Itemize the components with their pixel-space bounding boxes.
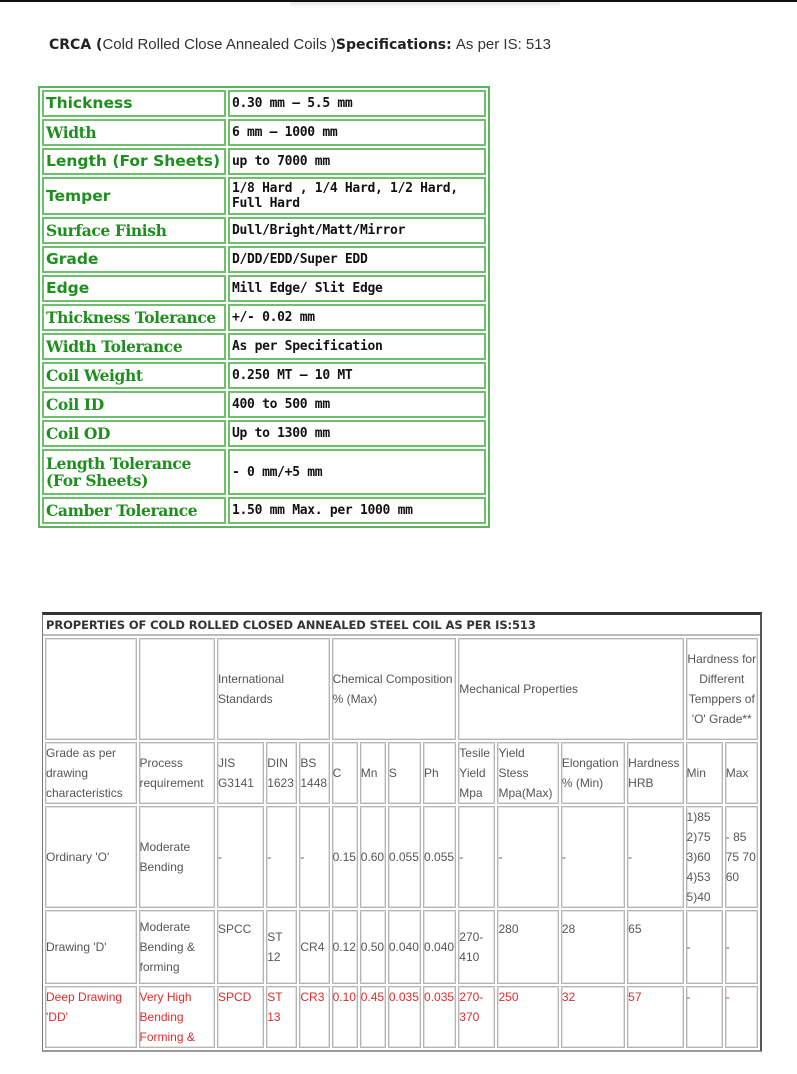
spec-row [42,333,486,360]
mn-cell: 0.50 [360,910,386,984]
s-header: S [388,742,421,804]
international-standards-header: International Standards [217,638,330,740]
yield-header: Yield Stess Mpa(Max) [497,742,558,804]
bs-cell: - [299,806,329,908]
spec-value: up to 7000 mm [228,148,486,175]
max-cell [725,806,758,908]
spec-value: 6 mm – 1000 mm [228,119,486,146]
heading-prefix: CRCA ( [49,37,103,53]
top-shadow [290,2,560,8]
process-cell: Moderate Bending & forming [139,910,215,984]
spec-row [42,391,486,418]
max-cell: - [725,910,758,984]
spec-label: Length (For Sheets) [42,148,226,175]
spec-value: 0.30 mm – 5.5 mm [228,90,486,117]
spec-value: 400 to 500 mm [228,391,486,418]
table-row-highlighted [45,986,758,1048]
min-header: Min [686,742,723,804]
jis-cell: - [217,806,264,908]
spec-row [42,119,486,146]
ph-header: Ph [423,742,456,804]
properties-caption: PROPERTIES OF COLD ROLLED CLOSED ANNEALED STEEL COIL AS PER IS:513 [43,615,760,636]
din-cell: ST 13 [266,986,297,1048]
min-value: 3)60 [686,850,711,864]
table-row [45,910,758,984]
jis-cell: SPCC [217,910,264,984]
min-cell: - [686,910,723,984]
page-heading [49,36,551,53]
bs-header: BS 1448 [299,742,329,804]
spec-row [42,217,486,244]
elongation-header: Elongation % (Min) [561,742,625,804]
spec-row [42,449,486,495]
max-cell: - [725,986,758,1048]
min-value: 4)53 [686,870,711,884]
elongation-cell: - [561,806,625,908]
ph-cell: 0.035 [423,986,456,1048]
elongation-cell: 28 [561,910,625,984]
din-cell: - [266,806,297,908]
grade-cell: Ordinary 'O' [45,806,137,908]
max-value: - 85 [725,830,747,844]
spec-label: Edge [42,275,226,302]
spec-label: Camber Tolerance [42,497,226,524]
tensile-cell: - [458,806,495,908]
spec-row [42,148,486,175]
table-row [45,806,758,908]
spec-label: Width [42,119,226,146]
tensile-header: Tesile Yield Mpa [458,742,495,804]
bs-cell: CR4 [299,910,329,984]
properties-grid [43,636,760,1050]
min-value: 5)40 [686,890,711,904]
empty-header-cell [45,638,137,740]
min-value: 2)75 [686,830,711,844]
mn-cell: 0.45 [360,986,386,1048]
yield-cell: 250 [497,986,558,1048]
c-cell: 0.12 [332,910,358,984]
mn-header: Mn [360,742,386,804]
chemical-composition-header: Chemical Composition % (Max) [332,638,457,740]
max-value: 60 [725,870,740,884]
properties-table [42,612,762,1052]
max-header: Max [725,742,758,804]
spec-label: Coil Weight [42,362,226,389]
grade-cell: Deep Drawing 'DD' [45,986,137,1048]
c-cell: 0.15 [332,806,358,908]
spec-value: Dull/Bright/Matt/Mirror [228,217,486,244]
s-cell: 0.040 [388,910,421,984]
spec-label: Surface Finish [42,217,226,244]
heading-spec-label: Specifications: [335,37,452,53]
jis-cell: SPCD [217,986,264,1048]
group-header-row [45,638,758,740]
yield-cell: - [497,806,558,908]
bs-cell: CR3 [299,986,329,1048]
mn-cell: 0.60 [360,806,386,908]
hardness-tempers-header: Hardness for Different Temppers of 'O' Grade** [686,638,758,740]
max-value: 75 70 [725,850,756,864]
tensile-cell: 270-410 [458,910,495,984]
spec-row [42,177,486,215]
specification-table [38,86,490,528]
empty-header-cell [139,638,215,740]
spec-value: 1.50 mm Max. per 1000 mm [228,497,486,524]
c-header: C [332,742,358,804]
spec-row [42,246,486,273]
hardness-cell: - [627,806,683,908]
heading-spec-value: As per IS: 513 [455,36,551,53]
yield-cell: 280 [497,910,558,984]
spec-value: Mill Edge/ Slit Edge [228,275,486,302]
spec-row [42,497,486,524]
min-value: 1)85 [686,810,711,824]
din-header: DIN 1623 [266,742,297,804]
spec-row [42,275,486,302]
spec-label: Coil ID [42,391,226,418]
c-cell: 0.10 [332,986,358,1048]
spec-value: Up to 1300 mm [228,420,486,447]
spec-value: 1/8 Hard , 1/4 Hard, 1/2 Hard, Full Hard [228,177,486,215]
hardness-cell: 57 [627,986,683,1048]
grade-cell: Drawing 'D' [45,910,137,984]
spec-value: 0.250 MT – 10 MT [228,362,486,389]
tensile-cell: 270-370 [458,986,495,1048]
spec-label: Grade [42,246,226,273]
hardness-header: Hardness HRB [627,742,683,804]
process-cell: Moderate Bending [139,806,215,908]
spec-label: Coil OD [42,420,226,447]
spec-row [42,304,486,331]
s-cell: 0.055 [388,806,421,908]
spec-value: D/DD/EDD/Super EDD [228,246,486,273]
process-cell: Very High Bending Forming & [139,986,215,1048]
mechanical-properties-header: Mechanical Properties [458,638,683,740]
jis-header: JIS G3141 [217,742,264,804]
column-header-row [45,742,758,804]
elongation-cell: 32 [561,986,625,1048]
min-cell [686,806,723,908]
din-cell: ST 12 [266,910,297,984]
spec-label: Thickness Tolerance [42,304,226,331]
min-cell: - [686,986,723,1048]
heading-description: Cold Rolled Close Annealed Coils ) [102,36,336,53]
spec-row [42,420,486,447]
spec-row [42,362,486,389]
process-header: Process requirement [139,742,215,804]
spec-label: Temper [42,177,226,215]
hardness-cell: 65 [627,910,683,984]
spec-label: Thickness [42,90,226,117]
spec-label: Length Tolerance (For Sheets) [42,449,226,495]
spec-value: As per Specification [228,333,486,360]
spec-label: Width Tolerance [42,333,226,360]
spec-value: - 0 mm/+5 mm [228,449,486,495]
spec-row [42,90,486,117]
ph-cell: 0.040 [423,910,456,984]
s-cell: 0.035 [388,986,421,1048]
spec-value: +/- 0.02 mm [228,304,486,331]
grade-header: Grade as per drawing characteristics [45,742,137,804]
ph-cell: 0.055 [423,806,456,908]
